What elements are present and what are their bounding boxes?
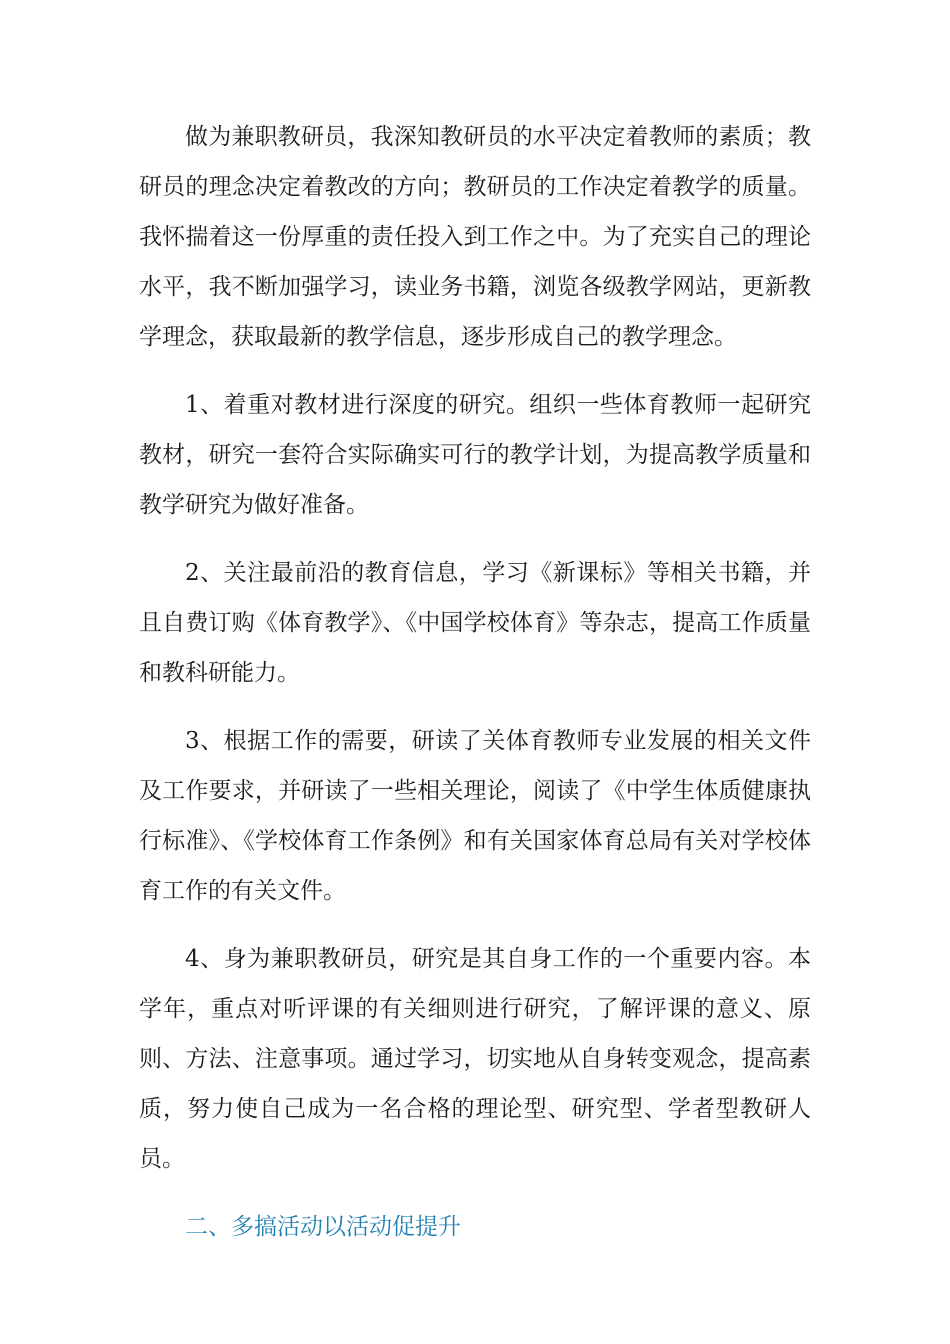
paragraph-item-1: 1、着重对教材进行深度的研究。组织一些体育教师一起研究教材，研究一套符合实际确实可行的教学计划，为提高教学质量和教学研究为做好准备。 [139, 392, 811, 518]
paragraph-item-3: 3、根据工作的需要，研读了关体育教师专业发展的相关文件及工作要求，并研读了一些相关理论，阅读了《中学生体质健康执行标准》、《学校体育工作条例》和有关国家体育总局有关对学校体育工作的有关文件。 [139, 728, 811, 904]
paragraph-item-2: 2、关注最前沿的教育信息，学习《新课标》等相关书籍，并且自费订购《体育教学》、《中国学校体育》等杂志，提高工作质量和教科研能力。 [139, 560, 811, 686]
document-body [139, 112, 811, 1252]
section-heading: 二、多搞活动以活动促提升 [185, 1214, 461, 1240]
paragraph-item-4: 4、身为兼职教研员，研究是其自身工作的一个重要内容。本学年，重点对听评课的有关细则进行研究，了解评课的意义、原则、方法、注意事项。通过学习，切实地从自身转变观念，提高素质，努力使自己成为一名合格的理论型、研究型、学者型教研人员。 [139, 946, 811, 1172]
paragraph-intro: 做为兼职教研员，我深知教研员的水平决定着教师的素质；教研员的理念决定着教改的方向；教研员的工作决定着教学的质量。我怀揣着这一份厚重的责任投入到工作之中。为了充实自己的理论水平，我不断加强学习，读业务书籍，浏览各级教学网站，更新教学理念，获取最新的教学信息，逐步形成自己的教学理念。 [139, 124, 811, 350]
